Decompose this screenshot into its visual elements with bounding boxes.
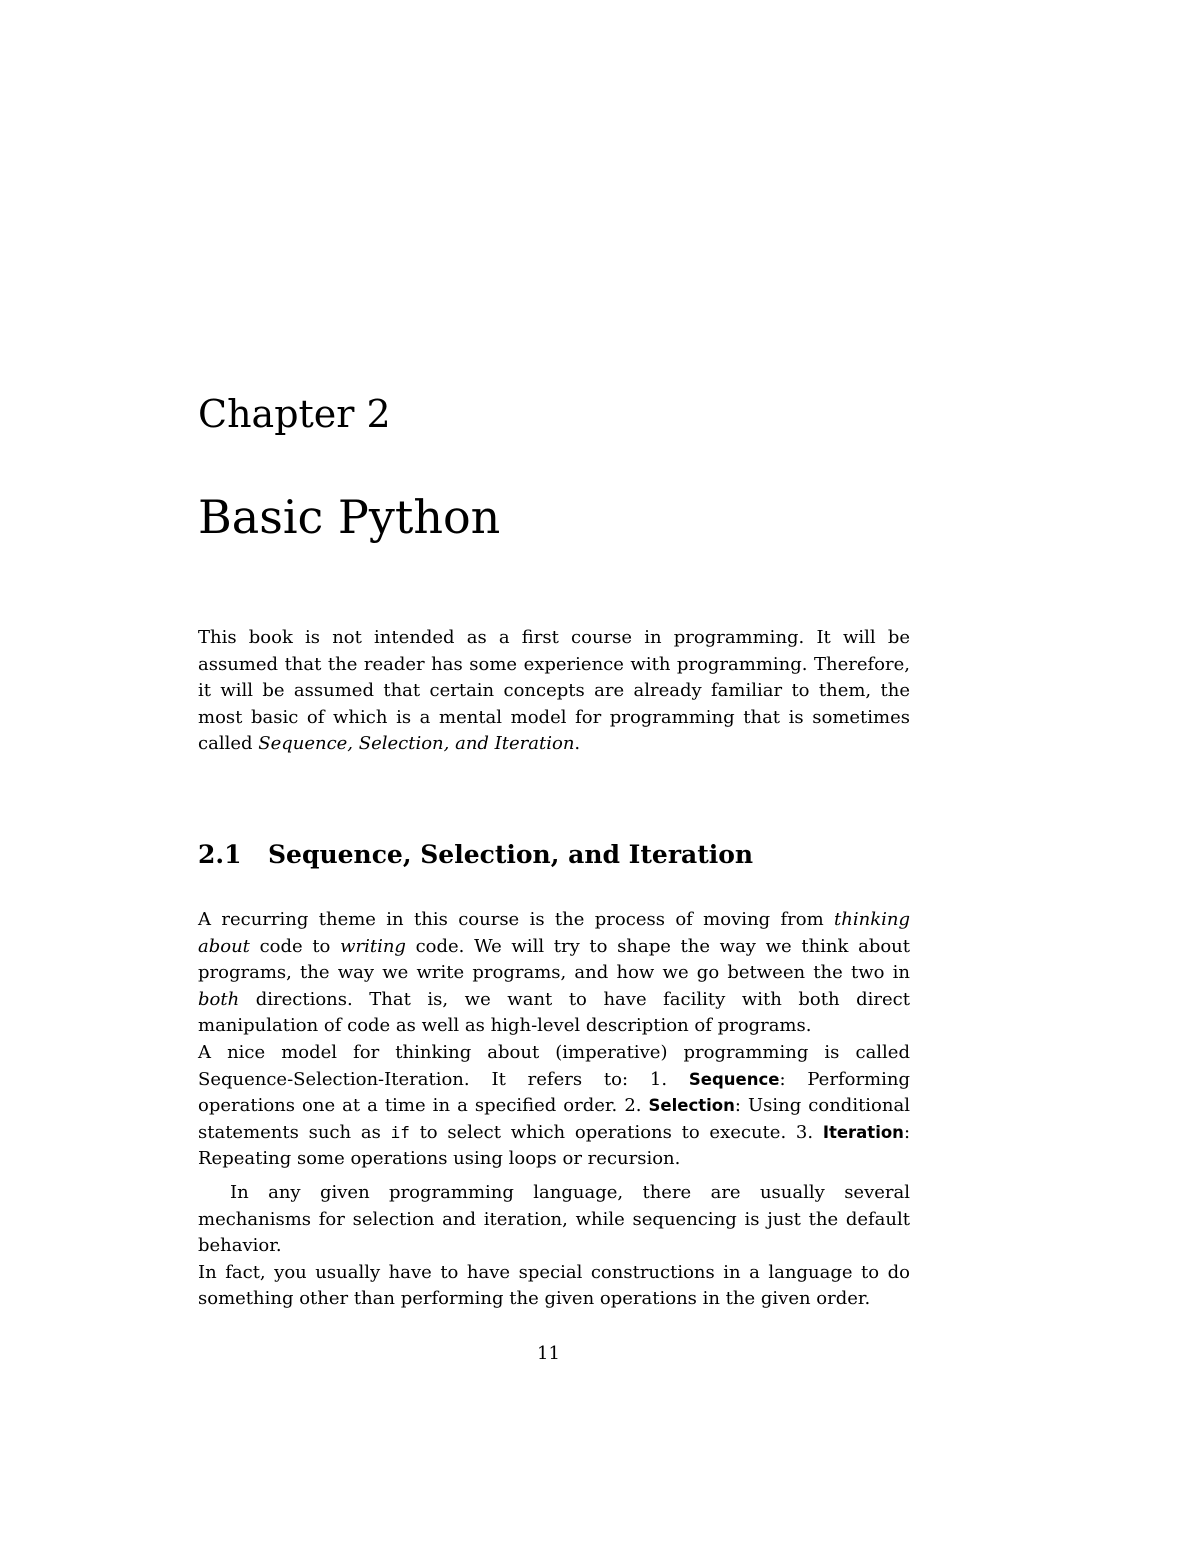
p1-text-1: A recurring theme in this course is the process of moving from xyxy=(198,909,835,930)
p1-text-2: code to xyxy=(249,935,341,957)
section-body xyxy=(198,907,910,1313)
section-paragraph-3: In any given programming language, there are usually several mechanisms for selection and iteration, while sequencing is just the default behavior. xyxy=(198,1181,910,1257)
section-number: 2.1 xyxy=(198,840,242,869)
p2-text-2: : Performing operations one at a time in a specified order. 2. xyxy=(198,1068,910,1117)
p2-text-1: A nice model for thinking about (imperative) programming is called Sequence-Selection-Iteration. It refers to: 1. xyxy=(198,1041,910,1090)
section-title: Sequence, Selection, and Iteration xyxy=(268,840,754,869)
intro-emphasis: Sequence, Selection, and Iteration xyxy=(258,733,575,755)
p1-emphasis-writing: writing xyxy=(340,935,406,957)
chapter-title: Basic Python xyxy=(198,490,501,544)
term-selection: Selection xyxy=(648,1096,735,1116)
page-number: 11 xyxy=(537,1343,560,1364)
term-sequence: Sequence xyxy=(688,1069,780,1089)
p2-text-3: : Using conditional statements such as xyxy=(198,1095,910,1143)
p1-emphasis-both: both xyxy=(198,988,240,1010)
intro-text: This book is not intended as a first course in programming. It will be assumed that the reader has some experience with programming. Therefore, it will be assumed that certain concepts are already familiar to them, the most basic of which is a mental model for programming that is sometimes called xyxy=(198,627,910,755)
section-heading xyxy=(198,837,753,873)
p1-text-3: code. We will try to shape the way we think about programs, the way we write programs, and how we go between the two in xyxy=(198,935,911,984)
section-paragraph-1 xyxy=(198,907,910,1040)
p1-emphasis-thinking-about: thinking about xyxy=(198,909,910,957)
intro-end: . xyxy=(574,733,581,755)
p1-text-4: directions. That is, we want to have facility with both direct manipulation of code as well as high-level description of programs. xyxy=(198,988,910,1037)
term-iteration: Iteration xyxy=(822,1122,904,1142)
p2-text-4: to select which operations to execute. 3. xyxy=(409,1121,823,1143)
code-if: if xyxy=(390,1122,410,1142)
section-paragraph-2 xyxy=(198,1040,910,1173)
p2-text-5: : Repeating some operations using loops or recursion. xyxy=(198,1121,911,1170)
section-paragraph-4: In fact, you usually have to have special constructions in a language to do something other than performing the given operations in the given order. xyxy=(198,1261,910,1310)
intro-paragraph xyxy=(198,625,910,758)
chapter-label: Chapter 2 xyxy=(198,392,391,436)
